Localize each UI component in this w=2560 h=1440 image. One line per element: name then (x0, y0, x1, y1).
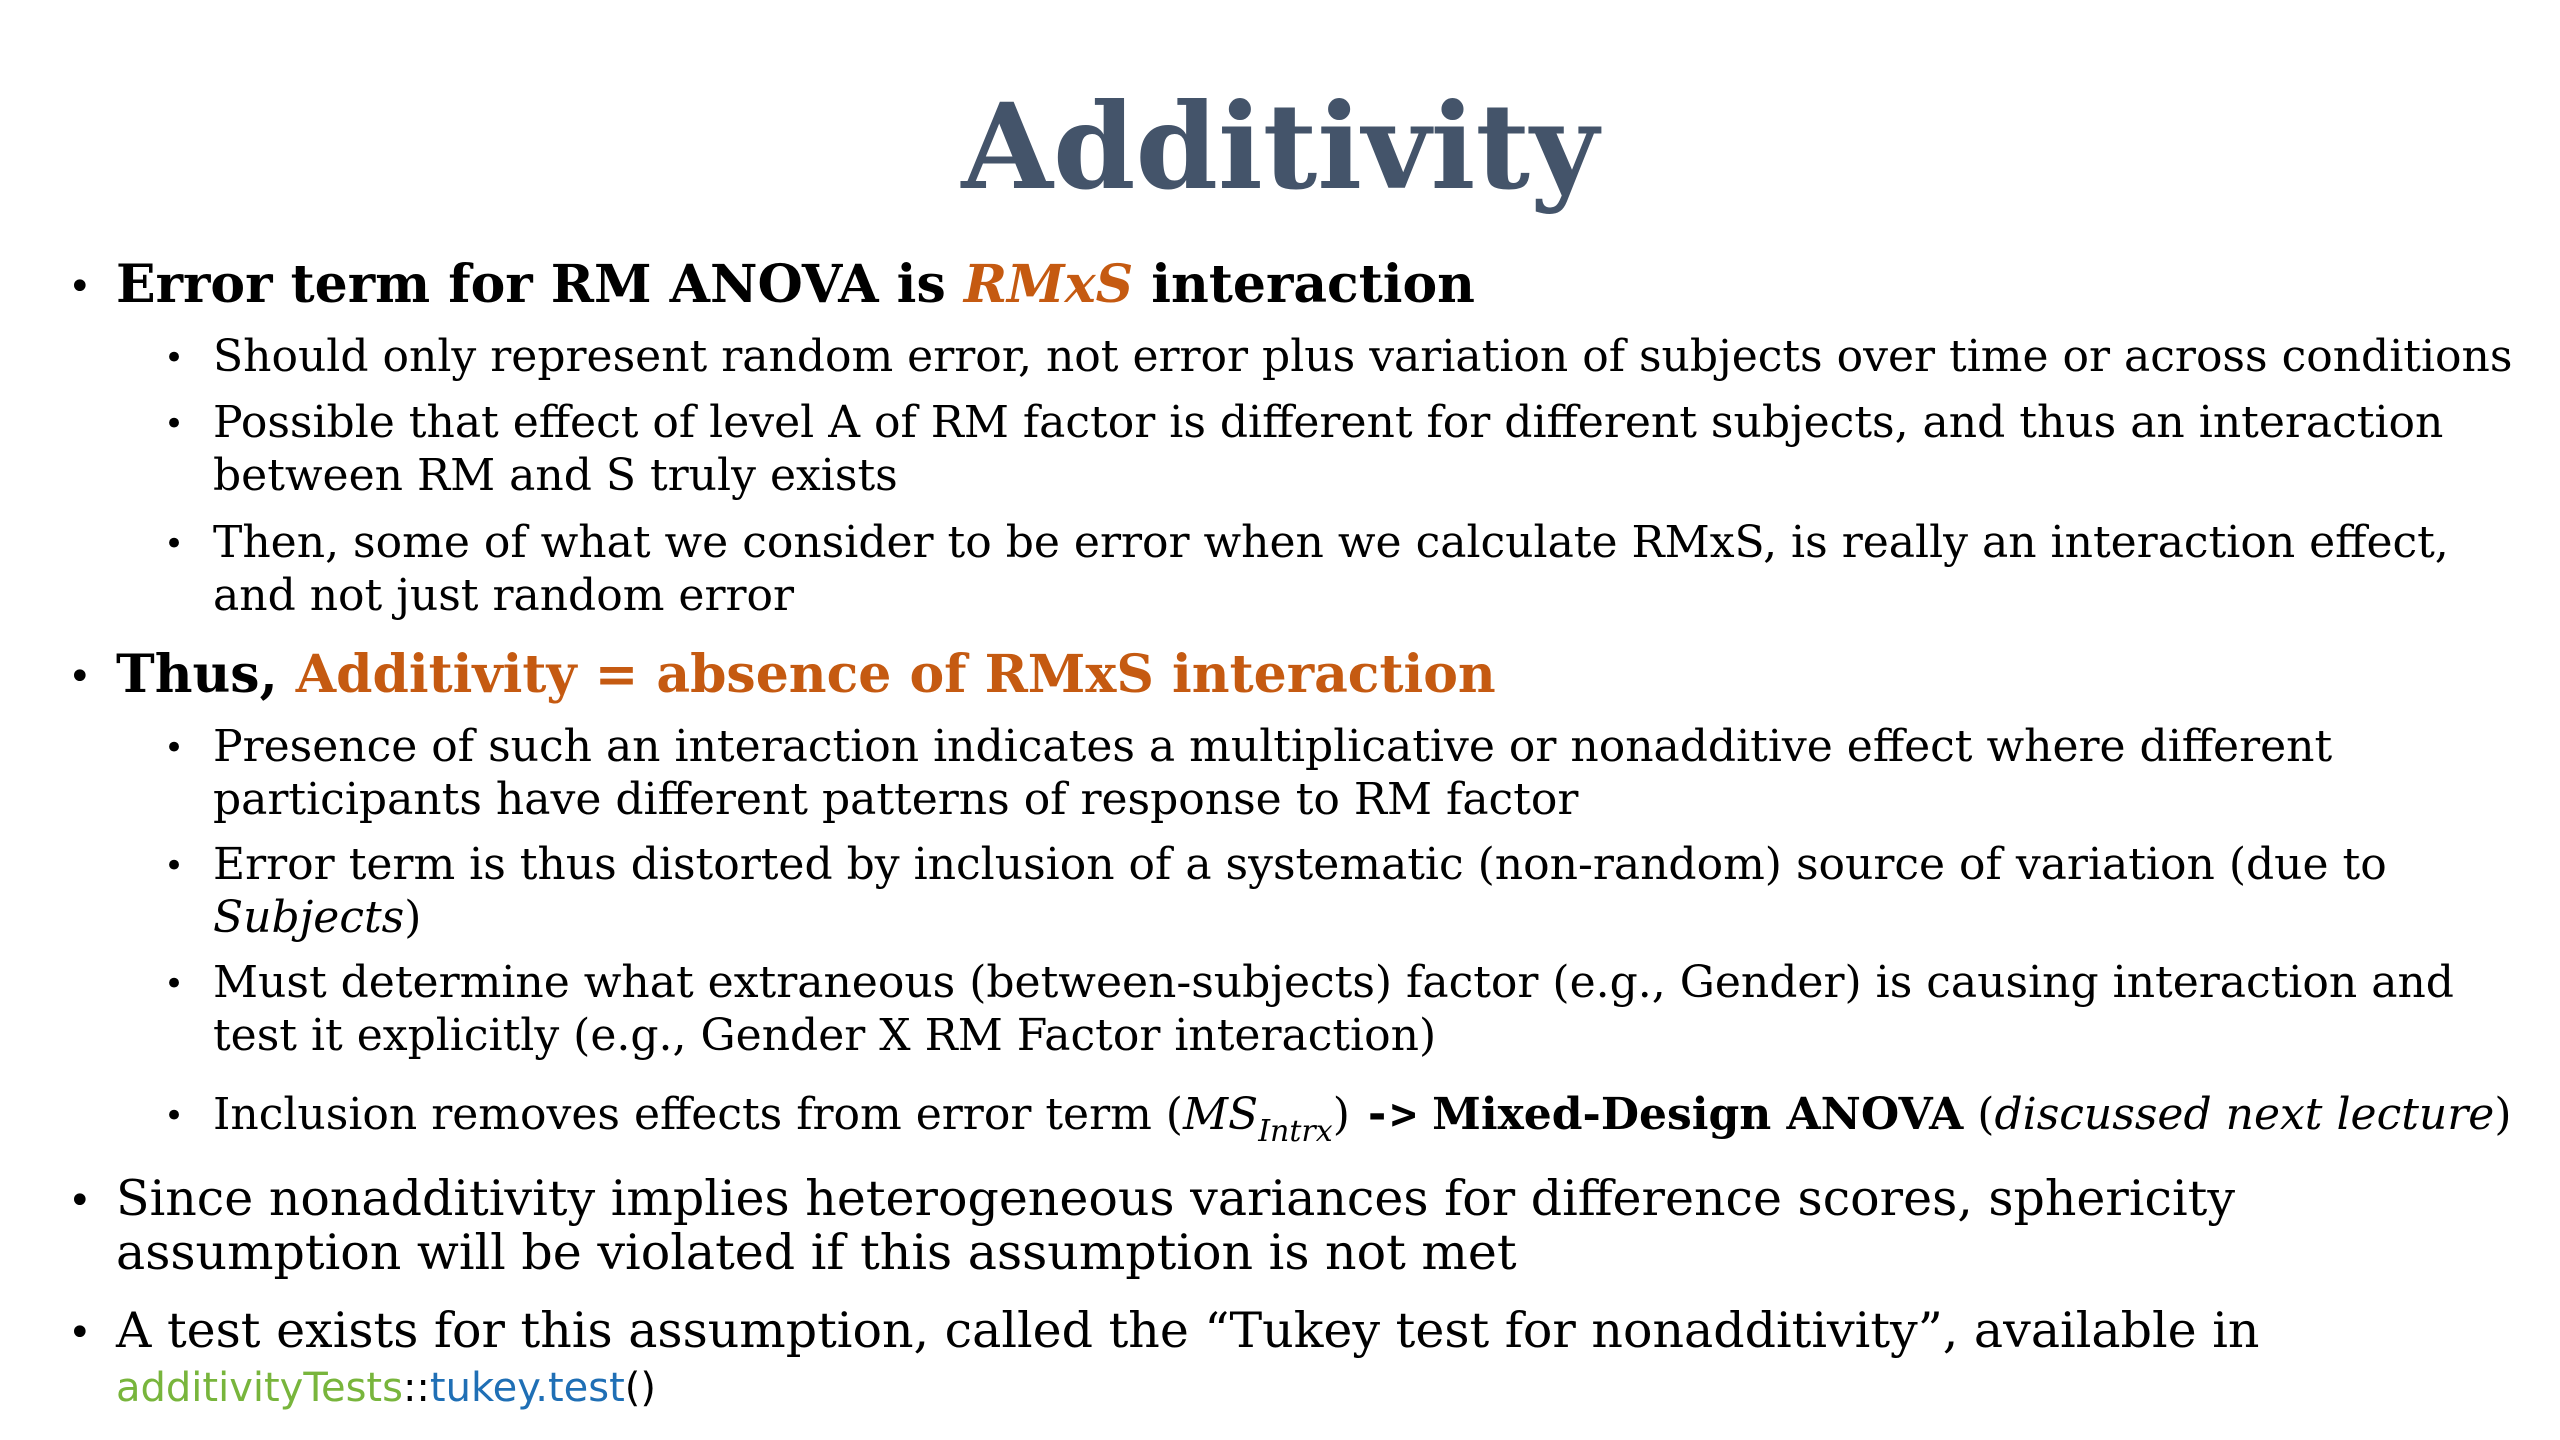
bullet-text (116, 1304, 2506, 1415)
ms-subscript: Intrx (1258, 1114, 1333, 1149)
function-name: tukey.test (429, 1365, 625, 1411)
bullet-text-part: Error term for RM ANOVA is (116, 254, 964, 315)
bullet-marker: • (164, 524, 185, 564)
subjects-italic: Subjects (213, 892, 405, 943)
namespace-separator: :: (402, 1365, 430, 1411)
sub-bullet-text: Should only represent random error, not error plus variation of subjects over time or across conditions (213, 331, 2513, 382)
arrow-symbol: -> (1363, 1089, 1417, 1140)
slide-title: Additivity (961, 77, 1599, 216)
mixed-design-anova: Mixed-Design ANOVA (1416, 1089, 1964, 1140)
package-name: additivityTests (116, 1365, 403, 1411)
sub-bullet-text-part: ) (1332, 1089, 1364, 1140)
bullet-marker: • (164, 964, 185, 1004)
additivity-definition: Additivity = absence of RMxS interaction (295, 644, 1496, 705)
bullet-text-part: interaction (1133, 254, 1475, 315)
function-parens: () (624, 1365, 657, 1411)
bullet-marker: • (164, 338, 185, 378)
bullet-marker: • (164, 846, 185, 886)
ms-symbol: MS (1182, 1089, 1259, 1140)
sub-bullet-text: Presence of such an interaction indicates a multiplicative or nonadditive effect where different participants have different patterns of response to RM factor (213, 721, 2333, 825)
bullet-marker: • (68, 1178, 92, 1224)
bullet-marker: • (68, 654, 92, 700)
bullet-marker: • (164, 1096, 185, 1136)
bullet-text (116, 254, 2506, 315)
bullet-text (116, 644, 2506, 705)
bullet-marker: • (164, 728, 185, 768)
sub-bullet-text (213, 838, 2523, 944)
sub-bullet-text: Then, some of what we consider to be error when we calculate RMxS, is really an interaction effect, and not just random error (213, 517, 2449, 621)
bullet-text-part: Thus, (116, 644, 296, 705)
sub-bullet-text (213, 1088, 2523, 1158)
sub-bullet-text-part: Error term is thus distorted by inclusion of a systematic (non-random) source of variation (due to (213, 839, 2387, 890)
sub-bullet-text-part: ( (1963, 1089, 1995, 1140)
bullet-text-part: A test exists for this assumption, called the “Tukey test for nonadditivity”, available in (116, 1302, 2260, 1359)
bullet-marker: • (68, 1310, 92, 1356)
sub-bullet-text: Possible that effect of level A of RM factor is different for different subjects, and thus an interaction between RM and S truly exists (213, 397, 2444, 501)
sub-bullet-text-part: ) (2494, 1089, 2512, 1140)
sub-bullet-text: Must determine what extraneous (between-subjects) factor (e.g., Gender) is causing interaction and test it explicitly (e.g., Gender X RM Factor interaction) (213, 957, 2454, 1061)
bullet-marker: • (68, 264, 92, 310)
bullet-text: Since nonadditivity implies heterogeneous variances for difference scores, sphericity assumption will be violated if this assumption is not met (116, 1170, 2236, 1281)
sub-bullet-text-part: Inclusion removes effects from error term ( (213, 1089, 1183, 1140)
next-lecture-note: discussed next lecture (1994, 1089, 2495, 1140)
bullet-marker: • (164, 404, 185, 444)
rmxs-accent: RMxS (963, 254, 1134, 315)
sub-bullet-text-part: ) (404, 892, 422, 943)
